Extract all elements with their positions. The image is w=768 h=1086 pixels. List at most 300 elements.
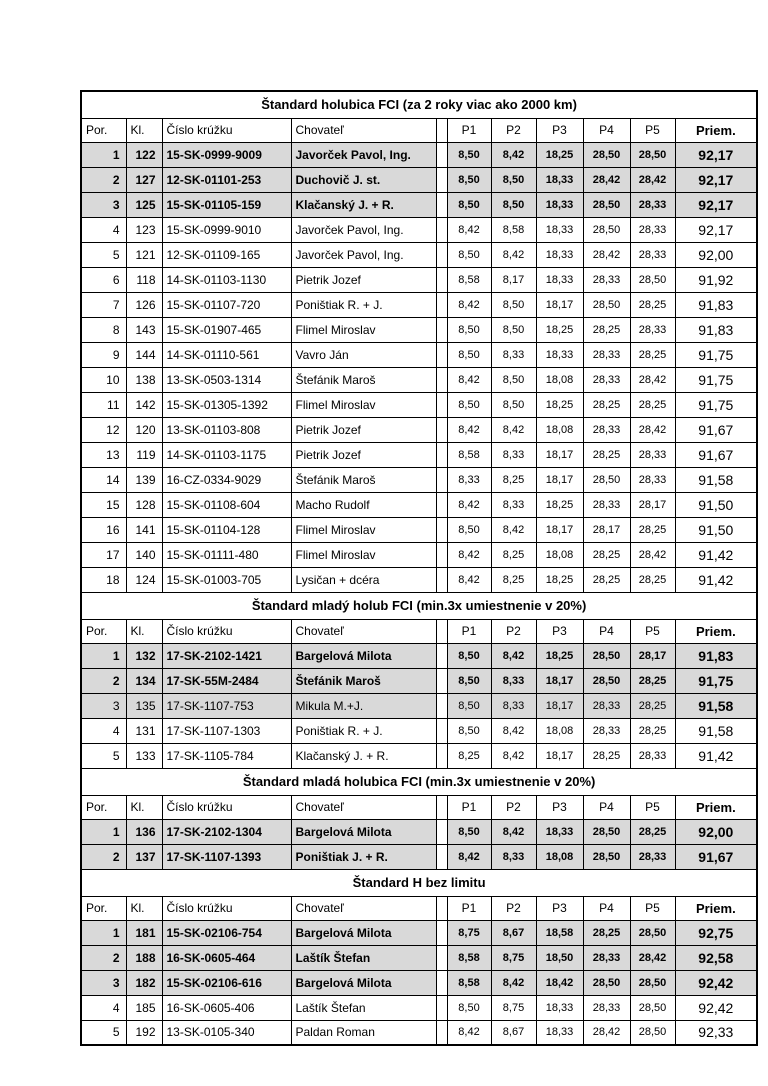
column-header: P2 xyxy=(491,118,536,142)
cell-por: 6 xyxy=(81,267,126,292)
cell-kl: 121 xyxy=(126,242,162,267)
cell-p2: 8,42 xyxy=(491,743,536,768)
cell-p2: 8,17 xyxy=(491,267,536,292)
cell-p3: 18,25 xyxy=(536,142,583,167)
cell-ring: 15-SK-01111-480 xyxy=(162,542,291,567)
cell-p4: 28,25 xyxy=(583,542,630,567)
cell-breeder: Klačanský J. + R. xyxy=(291,743,436,768)
table-row xyxy=(81,743,757,768)
cell-spacer xyxy=(436,945,447,970)
cell-ring: 13-SK-0503-1314 xyxy=(162,367,291,392)
cell-por: 3 xyxy=(81,970,126,995)
cell-p2: 8,50 xyxy=(491,292,536,317)
table-row xyxy=(81,920,757,945)
cell-por: 2 xyxy=(81,668,126,693)
cell-p1: 8,50 xyxy=(447,192,491,217)
cell-p5: 28,33 xyxy=(630,442,675,467)
cell-p2: 8,42 xyxy=(491,242,536,267)
cell-breeder: Poništiak R. + J. xyxy=(291,718,436,743)
cell-kl: 120 xyxy=(126,417,162,442)
cell-kl: 123 xyxy=(126,217,162,242)
cell-kl: 141 xyxy=(126,517,162,542)
table-row xyxy=(81,317,757,342)
cell-p1: 8,58 xyxy=(447,970,491,995)
cell-p2: 8,42 xyxy=(491,517,536,542)
cell-p4: 28,42 xyxy=(583,242,630,267)
cell-p3: 18,17 xyxy=(536,292,583,317)
cell-kl: 182 xyxy=(126,970,162,995)
cell-por: 5 xyxy=(81,242,126,267)
cell-p3: 18,08 xyxy=(536,718,583,743)
cell-por: 12 xyxy=(81,417,126,442)
cell-priem: 91,67 xyxy=(675,844,757,869)
cell-breeder: Duchovič J. st. xyxy=(291,167,436,192)
cell-p4: 28,50 xyxy=(583,217,630,242)
cell-p2: 8,67 xyxy=(491,920,536,945)
cell-priem: 91,83 xyxy=(675,643,757,668)
cell-breeder: Poništiak R. + J. xyxy=(291,292,436,317)
cell-p3: 18,33 xyxy=(536,242,583,267)
cell-kl: 132 xyxy=(126,643,162,668)
cell-por: 17 xyxy=(81,542,126,567)
table-row xyxy=(81,467,757,492)
cell-p2: 8,42 xyxy=(491,718,536,743)
section-title-row xyxy=(81,91,757,118)
cell-p5: 28,17 xyxy=(630,492,675,517)
cell-p3: 18,33 xyxy=(536,1020,583,1045)
cell-p1: 8,50 xyxy=(447,693,491,718)
table-row xyxy=(81,643,757,668)
cell-priem: 92,17 xyxy=(675,192,757,217)
cell-priem: 91,42 xyxy=(675,743,757,768)
table-row xyxy=(81,392,757,417)
cell-por: 1 xyxy=(81,142,126,167)
column-header: Číslo krúžku xyxy=(162,619,291,643)
cell-p2: 8,75 xyxy=(491,945,536,970)
cell-p5: 28,25 xyxy=(630,292,675,317)
cell-p4: 28,17 xyxy=(583,517,630,542)
cell-p3: 18,08 xyxy=(536,542,583,567)
cell-priem: 92,75 xyxy=(675,920,757,945)
cell-p2: 8,33 xyxy=(491,844,536,869)
cell-breeder: Bargelová Milota xyxy=(291,819,436,844)
cell-p5: 28,33 xyxy=(630,317,675,342)
cell-ring: 16-CZ-0334-9029 xyxy=(162,467,291,492)
cell-spacer xyxy=(436,668,447,693)
cell-priem: 92,00 xyxy=(675,242,757,267)
cell-breeder: Paldan Roman xyxy=(291,1020,436,1045)
column-header: P5 xyxy=(630,896,675,920)
cell-p5: 28,25 xyxy=(630,517,675,542)
cell-p4: 28,25 xyxy=(583,317,630,342)
cell-ring: 12-SK-01109-165 xyxy=(162,242,291,267)
cell-por: 5 xyxy=(81,1020,126,1045)
cell-kl: 126 xyxy=(126,292,162,317)
cell-breeder: Mikula M.+J. xyxy=(291,693,436,718)
cell-priem: 91,50 xyxy=(675,492,757,517)
cell-p4: 28,25 xyxy=(583,442,630,467)
cell-p3: 18,42 xyxy=(536,970,583,995)
cell-p1: 8,50 xyxy=(447,167,491,192)
cell-breeder: Lysičan + dcéra xyxy=(291,567,436,592)
column-header: P2 xyxy=(491,619,536,643)
cell-breeder: Vavro Ján xyxy=(291,342,436,367)
column-header: P4 xyxy=(583,619,630,643)
column-header: P5 xyxy=(630,118,675,142)
column-header: P1 xyxy=(447,619,491,643)
cell-p2: 8,33 xyxy=(491,342,536,367)
cell-p1: 8,42 xyxy=(447,492,491,517)
cell-ring: 15-SK-02106-616 xyxy=(162,970,291,995)
column-header: P4 xyxy=(583,795,630,819)
cell-p1: 8,50 xyxy=(447,242,491,267)
cell-priem: 92,17 xyxy=(675,217,757,242)
cell-spacer xyxy=(436,417,447,442)
cell-spacer xyxy=(436,844,447,869)
cell-priem: 92,17 xyxy=(675,142,757,167)
cell-kl: 185 xyxy=(126,995,162,1020)
cell-p1: 8,50 xyxy=(447,517,491,542)
cell-por: 13 xyxy=(81,442,126,467)
cell-p1: 8,33 xyxy=(447,467,491,492)
cell-breeder: Bargelová Milota xyxy=(291,970,436,995)
cell-p5: 28,50 xyxy=(630,995,675,1020)
cell-kl: 181 xyxy=(126,920,162,945)
cell-p3: 18,17 xyxy=(536,668,583,693)
table-row xyxy=(81,167,757,192)
cell-spacer xyxy=(436,192,447,217)
cell-p5: 28,33 xyxy=(630,192,675,217)
cell-p1: 8,50 xyxy=(447,718,491,743)
table-row xyxy=(81,192,757,217)
cell-p5: 28,50 xyxy=(630,920,675,945)
cell-ring: 13-SK-0105-340 xyxy=(162,1020,291,1045)
cell-kl: 128 xyxy=(126,492,162,517)
cell-breeder: Bargelová Milota xyxy=(291,920,436,945)
cell-spacer xyxy=(436,920,447,945)
cell-p1: 8,42 xyxy=(447,567,491,592)
cell-priem: 91,75 xyxy=(675,367,757,392)
cell-por: 15 xyxy=(81,492,126,517)
cell-spacer xyxy=(436,1020,447,1045)
cell-spacer xyxy=(436,743,447,768)
table-row xyxy=(81,417,757,442)
column-header xyxy=(436,896,447,920)
cell-ring: 17-SK-1107-1303 xyxy=(162,718,291,743)
cell-p1: 8,42 xyxy=(447,1020,491,1045)
cell-kl: 127 xyxy=(126,167,162,192)
cell-p4: 28,33 xyxy=(583,718,630,743)
cell-priem: 91,83 xyxy=(675,292,757,317)
cell-p3: 18,33 xyxy=(536,267,583,292)
table-row xyxy=(81,342,757,367)
cell-kl: 138 xyxy=(126,367,162,392)
column-header: Chovateľ xyxy=(291,118,436,142)
cell-p4: 28,42 xyxy=(583,167,630,192)
cell-p2: 8,75 xyxy=(491,995,536,1020)
cell-spacer xyxy=(436,492,447,517)
cell-p5: 28,25 xyxy=(630,819,675,844)
cell-ring: 17-SK-2102-1304 xyxy=(162,819,291,844)
cell-p5: 28,42 xyxy=(630,167,675,192)
cell-por: 2 xyxy=(81,945,126,970)
table-row xyxy=(81,718,757,743)
column-header-row xyxy=(81,896,757,920)
cell-por: 14 xyxy=(81,467,126,492)
cell-p2: 8,33 xyxy=(491,492,536,517)
cell-ring: 14-SK-01103-1175 xyxy=(162,442,291,467)
cell-p1: 8,42 xyxy=(447,417,491,442)
cell-p4: 28,50 xyxy=(583,643,630,668)
section-title: Štandard H bez limitu xyxy=(81,869,757,896)
cell-spacer xyxy=(436,970,447,995)
table-row xyxy=(81,442,757,467)
cell-priem: 91,67 xyxy=(675,442,757,467)
cell-p3: 18,25 xyxy=(536,643,583,668)
cell-p3: 18,33 xyxy=(536,167,583,192)
column-header: P1 xyxy=(447,118,491,142)
cell-por: 7 xyxy=(81,292,126,317)
cell-por: 10 xyxy=(81,367,126,392)
cell-breeder: Pietrik Jozef xyxy=(291,442,436,467)
cell-kl: 142 xyxy=(126,392,162,417)
cell-p2: 8,58 xyxy=(491,217,536,242)
cell-p5: 28,33 xyxy=(630,844,675,869)
cell-kl: 135 xyxy=(126,693,162,718)
cell-p5: 28,25 xyxy=(630,668,675,693)
cell-p4: 28,33 xyxy=(583,995,630,1020)
column-header: Priem. xyxy=(675,795,757,819)
section-title-row xyxy=(81,592,757,619)
cell-ring: 15-SK-01003-705 xyxy=(162,567,291,592)
cell-p4: 28,25 xyxy=(583,920,630,945)
cell-kl: 133 xyxy=(126,743,162,768)
column-header: Por. xyxy=(81,896,126,920)
cell-ring: 15-SK-01305-1392 xyxy=(162,392,291,417)
cell-p4: 28,33 xyxy=(583,342,630,367)
cell-p3: 18,25 xyxy=(536,492,583,517)
cell-priem: 91,58 xyxy=(675,693,757,718)
cell-p2: 8,33 xyxy=(491,693,536,718)
cell-p4: 28,33 xyxy=(583,945,630,970)
cell-p4: 28,33 xyxy=(583,367,630,392)
cell-breeder: Javorček Pavol, Ing. xyxy=(291,242,436,267)
cell-p3: 18,08 xyxy=(536,417,583,442)
column-header: Kl. xyxy=(126,118,162,142)
column-header: Číslo krúžku xyxy=(162,896,291,920)
cell-spacer xyxy=(436,442,447,467)
cell-breeder: Pietrik Jozef xyxy=(291,267,436,292)
column-header xyxy=(436,619,447,643)
cell-p1: 8,50 xyxy=(447,342,491,367)
column-header: Kl. xyxy=(126,619,162,643)
cell-ring: 16-SK-0605-406 xyxy=(162,995,291,1020)
cell-priem: 91,83 xyxy=(675,317,757,342)
table-row xyxy=(81,819,757,844)
column-header: Kl. xyxy=(126,896,162,920)
column-header: P1 xyxy=(447,896,491,920)
cell-por: 1 xyxy=(81,920,126,945)
cell-priem: 91,58 xyxy=(675,467,757,492)
cell-priem: 91,75 xyxy=(675,392,757,417)
cell-priem: 91,50 xyxy=(675,517,757,542)
cell-ring: 17-SK-1107-1393 xyxy=(162,844,291,869)
cell-spacer xyxy=(436,693,447,718)
cell-spacer xyxy=(436,242,447,267)
table-row xyxy=(81,567,757,592)
cell-p2: 8,50 xyxy=(491,167,536,192)
cell-p2: 8,33 xyxy=(491,668,536,693)
cell-p1: 8,42 xyxy=(447,367,491,392)
cell-spacer xyxy=(436,467,447,492)
column-header xyxy=(436,118,447,142)
results-table-body xyxy=(81,91,757,1045)
cell-p5: 28,50 xyxy=(630,1020,675,1045)
cell-por: 1 xyxy=(81,643,126,668)
cell-p5: 28,17 xyxy=(630,643,675,668)
cell-spacer xyxy=(436,317,447,342)
cell-por: 11 xyxy=(81,392,126,417)
cell-p5: 28,25 xyxy=(630,392,675,417)
cell-spacer xyxy=(436,267,447,292)
table-row xyxy=(81,970,757,995)
cell-p1: 8,42 xyxy=(447,542,491,567)
cell-spacer xyxy=(436,342,447,367)
cell-breeder: Flimel Miroslav xyxy=(291,517,436,542)
cell-p3: 18,33 xyxy=(536,342,583,367)
column-header-row xyxy=(81,118,757,142)
cell-priem: 92,42 xyxy=(675,970,757,995)
cell-por: 16 xyxy=(81,517,126,542)
cell-p2: 8,25 xyxy=(491,467,536,492)
cell-priem: 91,58 xyxy=(675,718,757,743)
cell-breeder: Macho Rudolf xyxy=(291,492,436,517)
cell-p3: 18,33 xyxy=(536,192,583,217)
column-header: P4 xyxy=(583,118,630,142)
cell-p3: 18,50 xyxy=(536,945,583,970)
cell-p1: 8,58 xyxy=(447,267,491,292)
table-row xyxy=(81,995,757,1020)
cell-p2: 8,50 xyxy=(491,192,536,217)
cell-p4: 28,42 xyxy=(583,1020,630,1045)
column-header: Chovateľ xyxy=(291,795,436,819)
cell-por: 9 xyxy=(81,342,126,367)
cell-p4: 28,33 xyxy=(583,417,630,442)
cell-ring: 17-SK-1107-753 xyxy=(162,693,291,718)
cell-p1: 8,50 xyxy=(447,643,491,668)
cell-ring: 17-SK-2102-1421 xyxy=(162,643,291,668)
cell-p2: 8,42 xyxy=(491,643,536,668)
cell-p3: 18,08 xyxy=(536,844,583,869)
cell-p1: 8,42 xyxy=(447,217,491,242)
cell-ring: 14-SK-01110-561 xyxy=(162,342,291,367)
cell-ring: 12-SK-01101-253 xyxy=(162,167,291,192)
column-header: P2 xyxy=(491,896,536,920)
cell-p4: 28,33 xyxy=(583,492,630,517)
column-header-row xyxy=(81,795,757,819)
cell-spacer xyxy=(436,718,447,743)
cell-p3: 18,17 xyxy=(536,693,583,718)
cell-p2: 8,42 xyxy=(491,142,536,167)
cell-p4: 28,50 xyxy=(583,819,630,844)
cell-p5: 28,25 xyxy=(630,693,675,718)
cell-p2: 8,67 xyxy=(491,1020,536,1045)
cell-p5: 28,42 xyxy=(630,417,675,442)
column-header: Priem. xyxy=(675,896,757,920)
cell-breeder: Flimel Miroslav xyxy=(291,392,436,417)
cell-p5: 28,50 xyxy=(630,142,675,167)
cell-ring: 15-SK-01105-159 xyxy=(162,192,291,217)
cell-ring: 13-SK-01103-808 xyxy=(162,417,291,442)
table-row xyxy=(81,267,757,292)
cell-spacer xyxy=(436,643,447,668)
cell-spacer xyxy=(436,392,447,417)
cell-kl: 139 xyxy=(126,467,162,492)
cell-priem: 92,17 xyxy=(675,167,757,192)
cell-p4: 28,50 xyxy=(583,192,630,217)
cell-ring: 15-SK-01907-465 xyxy=(162,317,291,342)
cell-p1: 8,42 xyxy=(447,292,491,317)
cell-ring: 15-SK-02106-754 xyxy=(162,920,291,945)
cell-kl: 122 xyxy=(126,142,162,167)
cell-p3: 18,33 xyxy=(536,217,583,242)
cell-ring: 16-SK-0605-464 xyxy=(162,945,291,970)
cell-p5: 28,50 xyxy=(630,267,675,292)
column-header: Priem. xyxy=(675,619,757,643)
cell-kl: 143 xyxy=(126,317,162,342)
cell-priem: 92,42 xyxy=(675,995,757,1020)
cell-breeder: Štefánik Maroš xyxy=(291,467,436,492)
cell-p5: 28,33 xyxy=(630,217,675,242)
cell-kl: 192 xyxy=(126,1020,162,1045)
cell-priem: 91,75 xyxy=(675,668,757,693)
column-header: Číslo krúžku xyxy=(162,795,291,819)
cell-p3: 18,17 xyxy=(536,517,583,542)
cell-por: 1 xyxy=(81,819,126,844)
cell-breeder: Flimel Miroslav xyxy=(291,317,436,342)
column-header-row xyxy=(81,619,757,643)
table-row xyxy=(81,693,757,718)
cell-breeder: Javorček Pavol, Ing. xyxy=(291,142,436,167)
cell-priem: 91,42 xyxy=(675,542,757,567)
cell-kl: 124 xyxy=(126,567,162,592)
column-header: Číslo krúžku xyxy=(162,118,291,142)
column-header: P5 xyxy=(630,795,675,819)
cell-p4: 28,50 xyxy=(583,467,630,492)
column-header: P3 xyxy=(536,795,583,819)
cell-priem: 92,00 xyxy=(675,819,757,844)
cell-priem: 92,33 xyxy=(675,1020,757,1045)
cell-priem: 91,67 xyxy=(675,417,757,442)
cell-breeder: Štefánik Maroš xyxy=(291,668,436,693)
cell-p3: 18,33 xyxy=(536,819,583,844)
cell-por: 8 xyxy=(81,317,126,342)
table-row xyxy=(81,142,757,167)
cell-breeder: Laštík Štefan xyxy=(291,945,436,970)
table-row xyxy=(81,668,757,693)
cell-p4: 28,25 xyxy=(583,392,630,417)
cell-p1: 8,75 xyxy=(447,920,491,945)
cell-spacer xyxy=(436,542,447,567)
cell-p1: 8,50 xyxy=(447,819,491,844)
cell-p5: 28,33 xyxy=(630,743,675,768)
cell-breeder: Klačanský J. + R. xyxy=(291,192,436,217)
cell-kl: 188 xyxy=(126,945,162,970)
column-header: P2 xyxy=(491,795,536,819)
column-header: P3 xyxy=(536,896,583,920)
cell-p3: 18,17 xyxy=(536,743,583,768)
cell-p5: 28,25 xyxy=(630,342,675,367)
